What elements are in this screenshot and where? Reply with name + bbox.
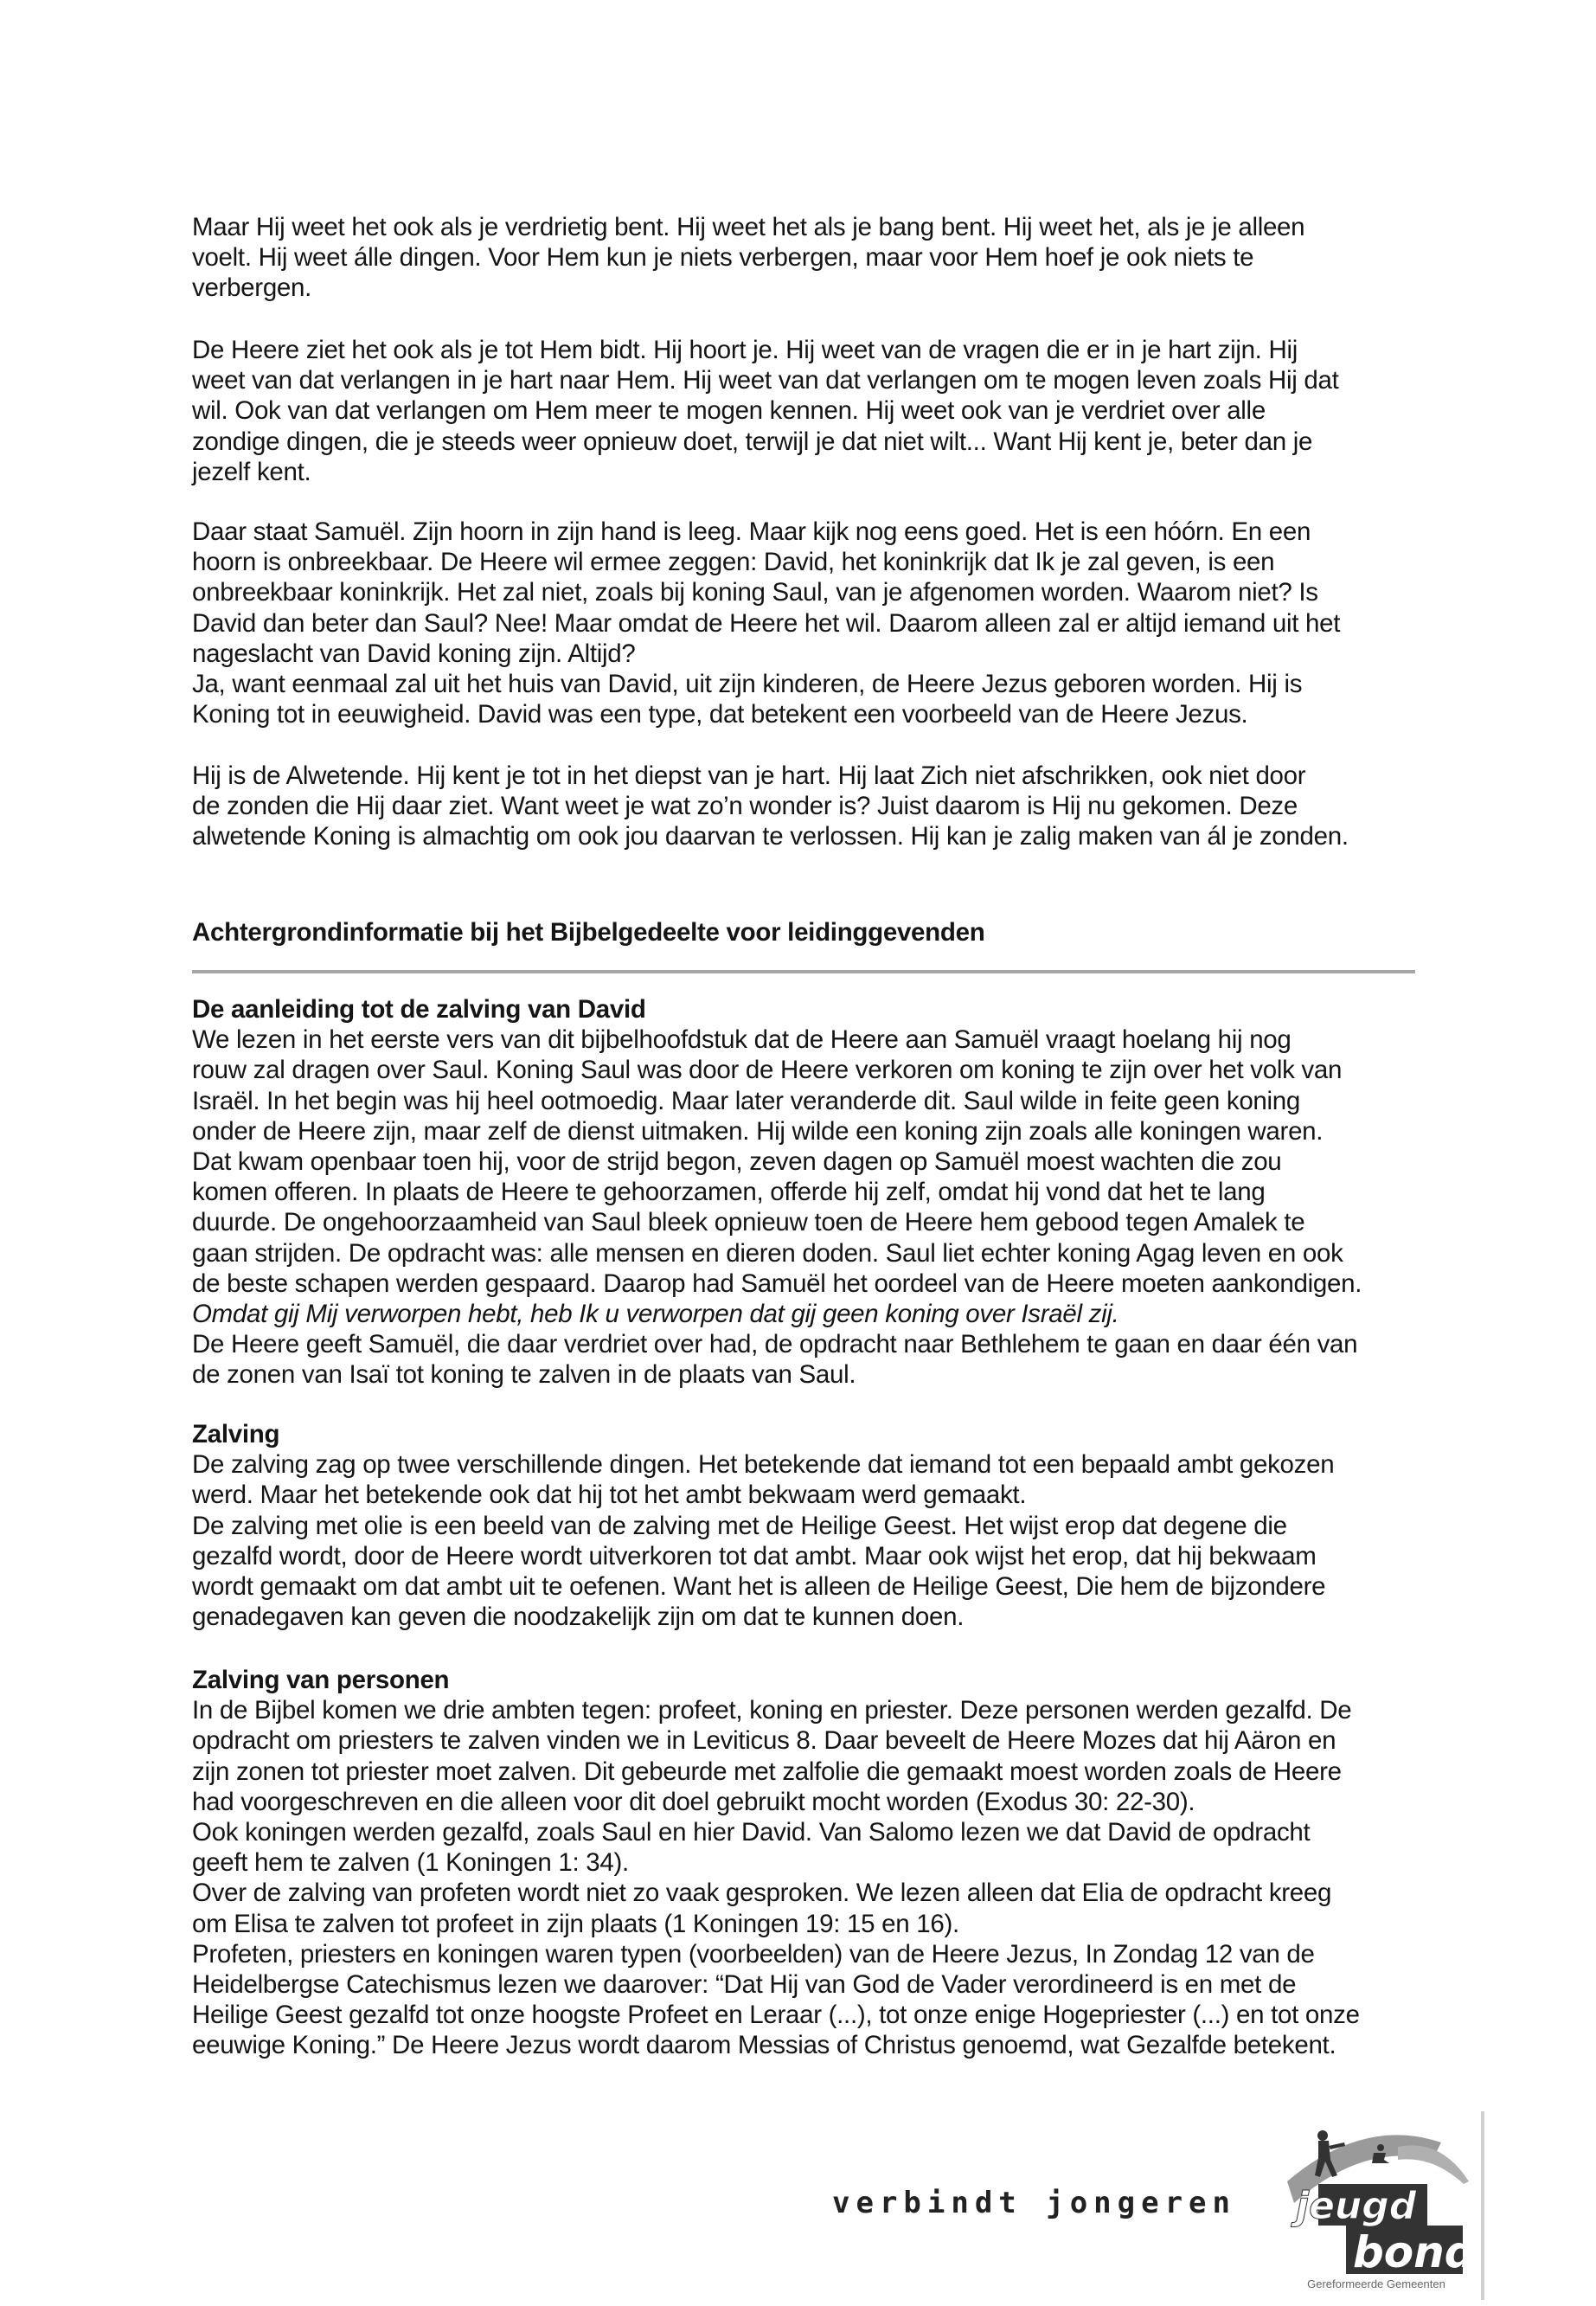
text-line: De zalving met olie is een beeld van de zalving met de Heilige Geest. Het wijst erop dat degene die	[192, 1511, 1287, 1540]
text-line: Daar staat Samuël. Zijn hoorn in zijn hand is leeg. Maar kijk nog eens goed. Het is een hóórn. En een	[192, 517, 1311, 546]
text-line: Heidelbergse Catechismus lezen we daarover: “Dat Hij van God de Vader verordineerd is en met de	[192, 1969, 1297, 1999]
text-line: Maar Hij weet het ook als je verdrietig bent. Hij weet het als je bang bent. Hij weet het, als je je alleen	[192, 213, 1305, 241]
text-line: Heilige Geest gezalfd tot onze hoogste Profeet en Leraar (...), tot onze enige Hogepriester (...) en tot onze	[192, 2001, 1360, 2030]
text-line: onbreekbaar koninkrijk. Het zal niet, zoals bij koning Saul, van je afgenomen worden. Waarom niet? Is	[192, 578, 1318, 607]
section-heading: De aanleiding tot de zalving van David	[192, 995, 646, 1024]
text-line: De zalving zag op twee verschillende dingen. Het betekende dat iemand tot een bepaald ambt gekozen	[192, 1450, 1335, 1480]
text-line: geeft hem te zalven (1 Koningen 1: 34).	[192, 1848, 629, 1878]
text-line: had voorgeschreven en die alleen voor dit doel gebruikt mocht worden (Exodus 30: 22-30).	[192, 1787, 1195, 1816]
text-line: werd. Maar het betekende ook dat hij tot het ambt bekwaam werd gemaakt.	[192, 1481, 1027, 1510]
background-title	[192, 917, 1438, 947]
text-line: Over de zalving van profeten wordt niet zo vaak gesproken. We lezen alleen dat Elia de opdracht kreeg	[192, 1879, 1332, 1908]
paragraph	[192, 517, 1438, 729]
text-line: de beste schapen werden gespaard. Daarop had Samuël het oordeel van de Heere moeten aankondigen.	[192, 1269, 1362, 1298]
text-line: rouw zal dragen over Saul. Koning Saul was door de Heere verkoren om koning te zijn over het volk van	[192, 1056, 1343, 1085]
text-line: onder de Heere zijn, maar zelf de dienst uitmaken. Hij wilde een koning zijn zoals alle koningen waren.	[192, 1116, 1324, 1146]
text-line: opdracht om priesters te zalven vinden we in Leviticus 8. Daar beveelt de Heere Mozes dat hij Aäron en	[192, 1726, 1336, 1756]
text-line: jezelf kent.	[192, 457, 311, 486]
text-line: De Heere ziet het ook als je tot Hem bidt. Hij hoort je. Hij weet van de vragen die er in je hart zijn. Hij	[192, 336, 1298, 364]
logo-word-jeugd: jeugd	[1296, 2184, 1417, 2228]
footer-tagline: verbindt jongeren	[832, 2186, 1236, 2220]
text-line: gaan strijden. De opdracht was: alle mensen en dieren doden. Saul liet echter koning Agag leven en ook	[192, 1238, 1343, 1268]
section	[192, 1419, 1438, 1632]
text-line: duurde. De ongehoorzaamheid van Saul bleek opnieuw toen de Heere hem gebood tegen Amalek te	[192, 1208, 1305, 1237]
text-line: de zonden die Hij daar ziet. Want weet je wat zo’n wonder is? Juist daarom is Hij nu gekomen. Deze	[192, 792, 1298, 821]
text-line: Ook koningen werden gezalfd, zoals Saul en hier David. Van Salomo lezen we dat David de opdracht	[192, 1817, 1311, 1847]
text-line: om Elisa te zalven tot profeet in zijn plaats (1 Koningen 19: 15 en 16).	[192, 1909, 959, 1938]
text-line: hoorn is onbreekbaar. De Heere wil ermee zeggen: David, het koninkrijk dat Ik je zal geven, is een	[192, 548, 1275, 577]
text-line: wordt gemaakt om dat ambt uit te oefenen. Want het is alleen de Heilige Geest, Die hem de bijzondere	[192, 1571, 1326, 1601]
text-line: nageslacht van David koning zijn. Altijd?	[192, 639, 636, 668]
text-line: David dan beter dan Saul? Nee! Maar omdat de Heere het wil. Daarom alleen zal er altijd iemand uit het	[192, 608, 1341, 638]
text-line: Ja, want eenmaal zal uit het huis van David, uit zijn kinderen, de Heere Jezus geboren worden. Hij is	[192, 669, 1303, 698]
section	[192, 994, 1438, 1390]
jeugdbond-logo	[1268, 2108, 1488, 2302]
text-line: Profeten, priesters en koningen waren typen (voorbeelden) van de Heere Jezus, In Zondag 12 van de	[192, 1939, 1315, 1969]
text-line: Hij is de Alwetende. Hij kent je tot in het diepst van je hart. Hij laat Zich niet afschrikken, ook niet door	[192, 761, 1306, 790]
text-line: De Heere geeft Samuël, die daar verdriet over had, de opdracht naar Bethlehem te gaan en daar één van	[192, 1330, 1358, 1359]
text-line: In de Bijbel komen we drie ambten tegen: profeet, koning en priester. Deze personen werden gezalfd. De	[192, 1696, 1352, 1725]
logo-caption: Gereformeerde Gemeenten	[1307, 2277, 1445, 2290]
section	[192, 1665, 1438, 2060]
text-line: alwetende Koning is almachtig om ook jou daarvan te verlossen. Hij kan je zalig maken van ál je zonden.	[192, 822, 1349, 851]
text-line: verbergen.	[192, 273, 312, 303]
text-line: Dat kwam openbaar toen hij, voor de strijd begon, zeven dagen op Samuël moest wachten die zou	[192, 1147, 1282, 1176]
text-line: We lezen in het eerste vers van dit bijbelhoofdstuk dat de Heere aan Samuël vraagt hoelang hij nog	[192, 1025, 1292, 1055]
text-line: wil. Ook van dat verlangen om Hem meer te mogen kennen. Hij weet ook van je verdriet over alle	[192, 396, 1266, 426]
text-line: eeuwige Koning.” De Heere Jezus wordt daarom Messias of Christus genoemd, wat Gezalfde betekent.	[192, 2031, 1336, 2060]
paragraph	[192, 761, 1438, 852]
paragraph	[192, 335, 1438, 487]
text-line: voelt. Hij weet álle dingen. Voor Hem kun je niets verbergen, maar voor Hem hoef je ook niets te	[192, 243, 1254, 273]
text-line: gezalfd wordt, door de Heere wordt uitverkoren tot dat ambt. Maar ook wijst het erop, dat hij bekwaam	[192, 1541, 1317, 1571]
text-line: genadegaven kan geven die noodzakelijk zijn om dat te kunnen doen.	[192, 1603, 965, 1632]
section-heading: Zalving van personen	[192, 1666, 450, 1694]
paragraph	[192, 212, 1438, 304]
text-line: weet van dat verlangen in je hart naar Hem. Hij weet van dat verlangen om te mogen leven zoals Hij dat	[192, 366, 1339, 395]
section-heading: Zalving	[192, 1420, 280, 1448]
text-line: de zonen van Isaï tot koning te zalven in de plaats van Saul.	[192, 1360, 856, 1390]
text-line: Israël. In het begin was hij heel ootmoedig. Maar later veranderde dit. Saul wilde in feite geen koning	[192, 1086, 1301, 1115]
text-line: zijn zonen tot priester moet zalven. Dit gebeurde met zalfolie die gemaakt moest worden zoals de Heere	[192, 1757, 1342, 1786]
text-line: Koning tot in eeuwigheid. David was een type, dat betekent een voorbeeld van de Heere Jezus.	[192, 700, 1248, 729]
background-title-text: Achtergrondinformatie bij het Bijbelgedeelte voor leidinggevenden	[192, 918, 985, 947]
text-line: zondige dingen, die je steeds weer opnieuw doet, terwijl je dat niet wilt... Want Hij kent je, beter dan je	[192, 427, 1313, 456]
section-divider	[192, 970, 1415, 973]
logo-word-bond: bond	[1353, 2227, 1476, 2277]
text-line: komen offeren. In plaats de Heere te gehoorzamen, offerde hij zelf, omdat hij vond dat het te lang	[192, 1178, 1266, 1207]
scripture-quote: Omdat gij Mij verworpen hebt, heb Ik u verworpen dat gij geen koning over Israël zij.	[192, 1299, 1119, 1328]
